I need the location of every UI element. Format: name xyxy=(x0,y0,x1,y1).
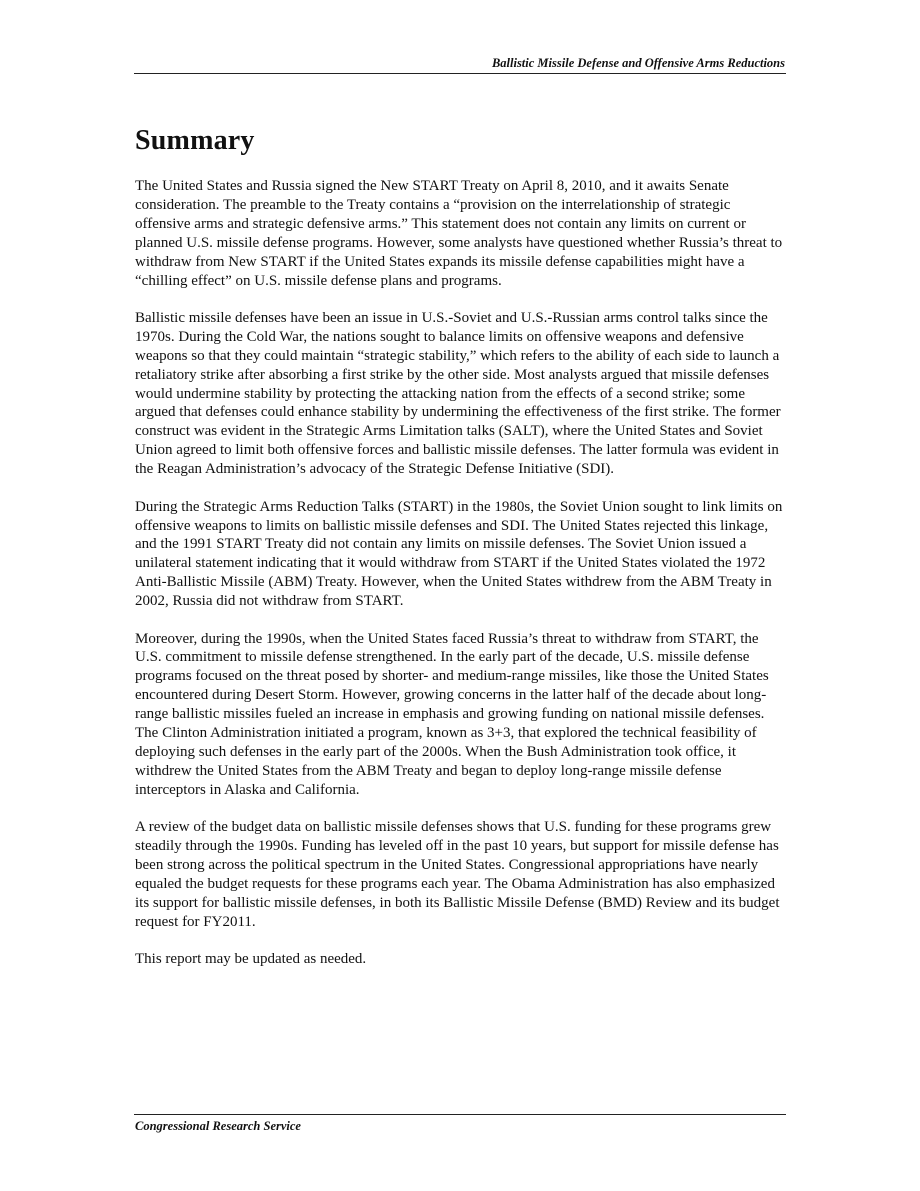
section-title: Summary xyxy=(135,125,255,156)
running-footer xyxy=(134,1114,786,1133)
summary-paragraph-4: Moreover, during the 1990s, when the United States faced Russia’s threat to withdraw from START, the U.S. commitment to missile defense strengthened. In the early part of the decade, U.S. missile defense programs focused on the threat posed by shorter- and medium-range missiles, like those the United States encountered during Desert Storm. However, growing concerns in the latter half of the decade about long-range ballistic missiles fueled an increase in emphasis and growing funding on national missile defenses. The Clinton Administration initiated a program, known as 3+3, that explored the technical feasibility of deploying such defenses in the early part of the 2000s. When the Bush Administration took office, it withdrew the United States from the ABM Treaty and began to deploy long-range missile defense interceptors in Alaska and California. xyxy=(135,630,769,798)
summary-paragraph-3: During the Strategic Arms Reduction Talks (START) in the 1980s, the Soviet Union sought to link limits on offensive weapons to limits on ballistic missile defenses and SDI. The United States rejected this linkage, and the 1991 START Treaty did not contain any limits on missile defenses. The Soviet Union issued a unilateral statement indicating that it would withdraw from START if the United States violated the 1972 Anti-Ballistic Missile (ABM) Treaty. However, when the United States withdrew from the ABM Treaty in 2002, Russia did not withdraw from START. xyxy=(135,498,783,610)
summary-paragraph-1: The United States and Russia signed the New START Treaty on April 8, 2010, and it awaits Senate consideration. The preamble to the Treaty contains a “provision on the interrelationship of strategic offensive arms and strategic defensive arms.” This statement does not contain any limits on current or planned U.S. missile defense programs. However, some analysts have questioned whether Russia’s threat to withdraw from New START if the United States expands its missile defense capabilities might have a “chilling effect” on U.S. missile defense plans and programs. xyxy=(135,178,783,289)
summary-paragraph-2: Ballistic missile defenses have been an issue in U.S.-Soviet and U.S.-Russian arms control talks since the 1970s. During the Cold War, the nations sought to balance limits on offensive weapons and defensive weapons so that they could maintain “strategic stability,” which refers to the ability of each side to launch a retaliatory strike after absorbing a first strike by the other side. Most analysts argued that missile defenses would undermine stability by protecting the attacking nation from the effects of a second strike; some argued that defenses could enhance stability by undermining the effectiveness of the first strike. The former construct was evident in the Strategic Arms Limitation talks (SALT), where the United States and Soviet Union agreed to limit both offensive forces and ballistic missile defenses. The latter formula was evident in the Reagan Administration’s advocacy of the Strategic Defense Initiative (SDI). xyxy=(135,309,781,478)
summary-body xyxy=(135,177,787,988)
footer-publisher: Congressional Research Service xyxy=(135,1119,301,1133)
summary-paragraph-6: This report may be updated as needed. xyxy=(135,951,367,968)
running-header xyxy=(134,56,786,74)
summary-paragraph-5: A review of the budget data on ballistic missile defenses shows that U.S. funding for these programs grew steadily through the 1990s. Funding has leveled off in the past 10 years, but support for missile defense has been strong across the political spectrum in the United States. Congressional appropriations have nearly equaled the budget requests for these programs each year. The Obama Administration has also emphasized its support for ballistic missile defenses, in both its Ballistic Missile Defense (BMD) Review and its budget request for FY2011. xyxy=(135,819,780,930)
running-header-title: Ballistic Missile Defense and Offensive Arms Reductions xyxy=(491,56,785,70)
